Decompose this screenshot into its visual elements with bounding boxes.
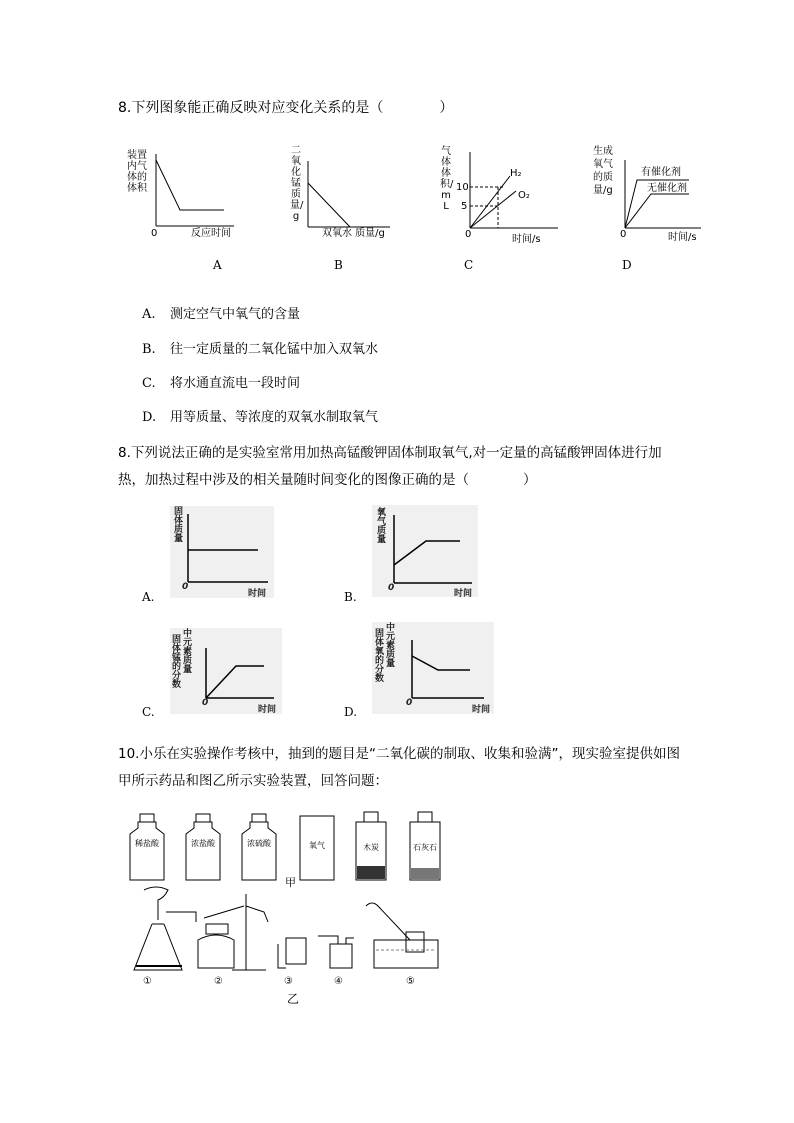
q8b-graph-c-origin: 0 xyxy=(202,698,209,708)
graph-c-ylabel: 气体体积/mL xyxy=(440,146,454,212)
q8b-graph-a-ylabel: 固体质量 xyxy=(174,507,184,544)
q8b-graph-d-plot xyxy=(372,622,494,714)
q8b-graph-d-ylabel-col2: 中元素质量 xyxy=(386,623,396,669)
figure-yi-label: 乙 xyxy=(287,992,300,1006)
q8b-letter-a: A. xyxy=(142,590,155,604)
graph-c xyxy=(440,146,570,256)
graph-d-origin: 0 xyxy=(620,229,627,240)
graph-a xyxy=(124,148,244,258)
graph-c-xlabel: 时间/s xyxy=(512,234,541,245)
bottle-label-6: 石灰石 xyxy=(413,843,437,852)
apparatus-4-label: ④ xyxy=(334,976,343,987)
graph-c-o2-label: O₂ xyxy=(518,190,530,201)
graph-d xyxy=(593,146,713,256)
graph-d-ylabel-2: 氧气 xyxy=(593,159,613,170)
q8b-graph-a-xlabel: 时间 xyxy=(248,589,267,599)
apparatus-1-label: ① xyxy=(143,976,152,987)
q8b-graph-a-origin: 0 xyxy=(182,582,189,592)
q8b-graph-b-ylabel: 氧气质量 xyxy=(377,508,387,545)
q8b-letter-b: B. xyxy=(344,590,357,604)
graph-a-origin: 0 xyxy=(151,228,158,239)
graph-c-h2-label: H₂ xyxy=(510,168,522,179)
graph-a-xlabel: 反应时间 xyxy=(191,228,231,239)
graph-b-xlabel: 双氧水 质量/g xyxy=(322,228,385,239)
q8a-option-c: C. 将水通直流电一段时间 xyxy=(142,376,301,391)
graph-d-caption: D xyxy=(622,258,632,272)
q8a-option-d: D. 用等质量、等浓度的双氧水制取氧气 xyxy=(142,410,379,425)
graph-d-ylabel-4: 量/g xyxy=(593,185,613,196)
graph-a-ylabel: 装置内气体的体积 xyxy=(127,150,147,194)
q8b-graph-b-xlabel: 时间 xyxy=(454,589,473,599)
apparatus-figure xyxy=(126,884,446,994)
q8a-option-a: A. 测定空气中氧气的含量 xyxy=(142,307,301,322)
q8b-graph-b-origin: 0 xyxy=(388,583,395,593)
graph-c-caption: C xyxy=(464,258,474,272)
q8b-graph-a xyxy=(170,506,274,598)
bottle-label-1: 稀盐酸 xyxy=(135,839,159,848)
reagent-bottles-drawing xyxy=(120,808,450,884)
figure-jia-label: 甲 xyxy=(285,876,296,889)
graph-b-ylabel: 二氧化锰质量/g xyxy=(290,145,304,222)
q8b-letter-c: C. xyxy=(142,705,155,719)
graph-a-plot xyxy=(124,148,244,238)
graph-a-caption: A xyxy=(213,258,222,272)
apparatus-3-label: ③ xyxy=(284,976,293,987)
bottle-label-4: 氧气 xyxy=(309,841,325,850)
question-8b-stem: 8.下列说法正确的是实验室常用加热高锰酸钾固体制取氧气,对一定量的高锰酸钾固体进行加热，加热过程中涉及的相关量随时间变化的图像正确的是（ ） xyxy=(118,445,662,488)
graph-c-tick-5: 5 xyxy=(461,201,468,212)
bottle-label-5: 木炭 xyxy=(363,843,379,852)
q8b-graph-d-ylabel-col1: 固体氧的分数 xyxy=(375,629,385,684)
reagent-bottles xyxy=(120,808,450,884)
graph-c-origin: 0 xyxy=(465,229,472,240)
graph-b-caption: B xyxy=(334,258,343,272)
graph-d-ylabel-1: 生成 xyxy=(593,146,613,157)
bottle-label-3: 浓硫酸 xyxy=(247,839,271,848)
q8b-graph-c-ylabel-col2: 中元素质量 xyxy=(183,629,193,675)
bottle-label-2: 浓盐酸 xyxy=(191,839,215,848)
apparatus-5-label: ⑤ xyxy=(406,976,415,987)
q8b-graph-d xyxy=(372,622,494,714)
q8b-graph-c xyxy=(170,628,282,714)
question-8a-stem: 8.下列图象能正确反映对应变化关系的是（ ） xyxy=(118,100,454,116)
q8a-option-b: B. 往一定质量的二氧化锰中加入双氧水 xyxy=(142,342,379,357)
q8b-graph-d-origin: 0 xyxy=(406,698,413,708)
apparatus-2-label: ② xyxy=(214,976,223,987)
graph-b-plot xyxy=(290,145,400,240)
question-10-stem: 10.小乐在实验操作考核中，抽到的题目是“二氧化碳的制取、收集和验满”，现实验室提供如图甲所示药品和图乙所示实验装置，回答问题： xyxy=(118,746,680,789)
q8b-letter-d: D. xyxy=(344,705,358,719)
apparatus-drawing xyxy=(126,884,446,976)
graph-d-ylabel-3: 的质 xyxy=(593,172,613,183)
q8b-graph-c-xlabel: 时间 xyxy=(258,705,277,715)
graph-d-without-catalyst: 无催化剂 xyxy=(647,183,687,194)
graph-b xyxy=(290,145,400,255)
graph-d-with-catalyst: 有催化剂 xyxy=(641,167,681,178)
q8b-graph-b xyxy=(372,505,478,597)
graph-d-xlabel: 时间/s xyxy=(668,232,697,243)
q8b-graph-d-xlabel: 时间 xyxy=(472,705,491,715)
q8b-graph-c-ylabel-col1: 固体锰的分数 xyxy=(172,635,182,690)
graph-c-tick-10: 10 xyxy=(456,182,469,193)
